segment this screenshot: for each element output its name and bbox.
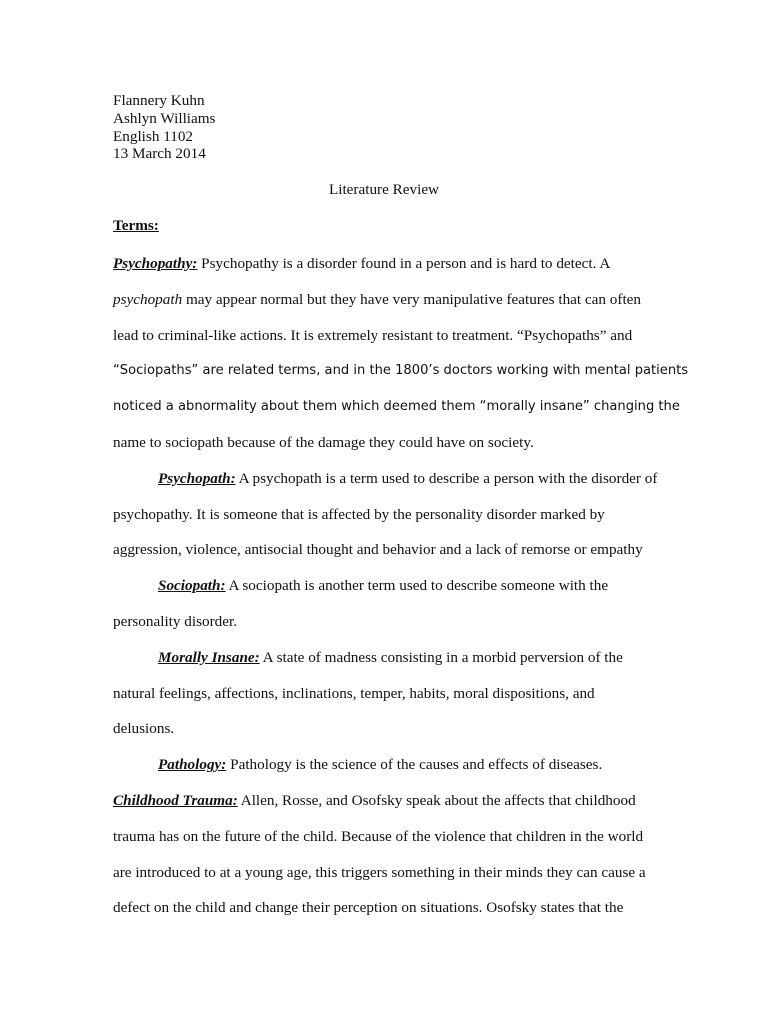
terms-heading: Terms: xyxy=(113,217,159,234)
body-line xyxy=(113,640,658,676)
line-text: natural feelings, affections, inclinations, temper, habits, moral dispositions, and xyxy=(113,684,595,702)
line-text: name to sociopath because of the damage they could have on society. xyxy=(113,433,534,451)
line-text: personality disorder. xyxy=(113,612,238,630)
body-line xyxy=(113,318,658,354)
body-line xyxy=(113,246,658,282)
body-line xyxy=(113,711,658,747)
body-line xyxy=(113,890,658,926)
term-pathology: Pathology: xyxy=(158,756,227,774)
term-childhood-trauma: Childhood Trauma: xyxy=(113,791,238,809)
line-text: “Psychopaths” and xyxy=(517,326,633,344)
body-line xyxy=(113,425,658,461)
line-text: “Sociopaths” are related terms, and in the 1800’s doctors working with mental patients xyxy=(113,363,689,379)
term-psychopathy: Psychopathy: xyxy=(113,255,198,272)
line-text: trauma has on the future of the child. Because of the violence that children in the world xyxy=(113,827,644,845)
line-text: Psychopathy is a disorder found in a person and is hard to detect. A xyxy=(197,255,611,272)
line-text: noticed a abnormality about them which deemed them “morally insane” changing the xyxy=(113,399,680,415)
document-date: 13 March 2014 xyxy=(113,145,206,163)
line-text: A state of madness consisting in a morbid perversion of the xyxy=(259,648,623,666)
line-text: delusions. xyxy=(113,720,175,738)
line-text: A sociopath is another term used to describe someone with the xyxy=(225,577,609,595)
body-line xyxy=(113,676,658,712)
term-morally-insane: Morally Insane: xyxy=(158,648,260,666)
body-line xyxy=(113,568,658,604)
author-name-2: Ashlyn Williams xyxy=(113,109,216,127)
body-line xyxy=(113,532,658,568)
line-text: Pathology is the science of the causes and effects of diseases. xyxy=(226,756,603,774)
body-line xyxy=(113,747,658,783)
line-text: are introduced to at a young age, this triggers something in their minds they can cause a xyxy=(113,863,646,881)
body-line xyxy=(113,389,680,425)
line-text: aggression, violence, antisocial thought and behavior and a lack of remorse or empathy xyxy=(113,541,643,559)
body-line xyxy=(113,461,658,497)
body-line xyxy=(113,497,658,533)
emphasis-word: psychopath xyxy=(113,290,183,308)
author-name-1: Flannery Kuhn xyxy=(113,92,205,109)
line-text: lead to criminal-like actions. It is extremely resistant to treatment. xyxy=(113,326,518,344)
body-line xyxy=(113,604,658,640)
body-line xyxy=(113,353,689,389)
term-sociopath: Sociopath: xyxy=(158,577,226,595)
body-line xyxy=(113,855,658,891)
body-line xyxy=(113,783,658,819)
line-text: defect on the child and change their perception on situations. Osofsky states that the xyxy=(113,899,624,917)
body-line xyxy=(113,819,658,855)
body-line xyxy=(113,282,658,318)
document-body xyxy=(113,246,689,926)
document-header xyxy=(113,92,215,163)
document-title: Literature Review xyxy=(328,181,440,198)
line-text: A psychopath is a term used to describe a person with the disorder of xyxy=(235,469,658,487)
course-name: English 1102 xyxy=(113,127,194,145)
line-text: psychopathy. It is someone that is affected by the personality disorder marked by xyxy=(113,505,605,523)
line-text: Allen, Rosse, and Osofsky speak about the affects that childhood xyxy=(237,791,636,809)
line-text: may appear normal but they have very manipulative features that can often xyxy=(182,290,642,308)
term-psychopath: Psychopath: xyxy=(158,469,236,487)
